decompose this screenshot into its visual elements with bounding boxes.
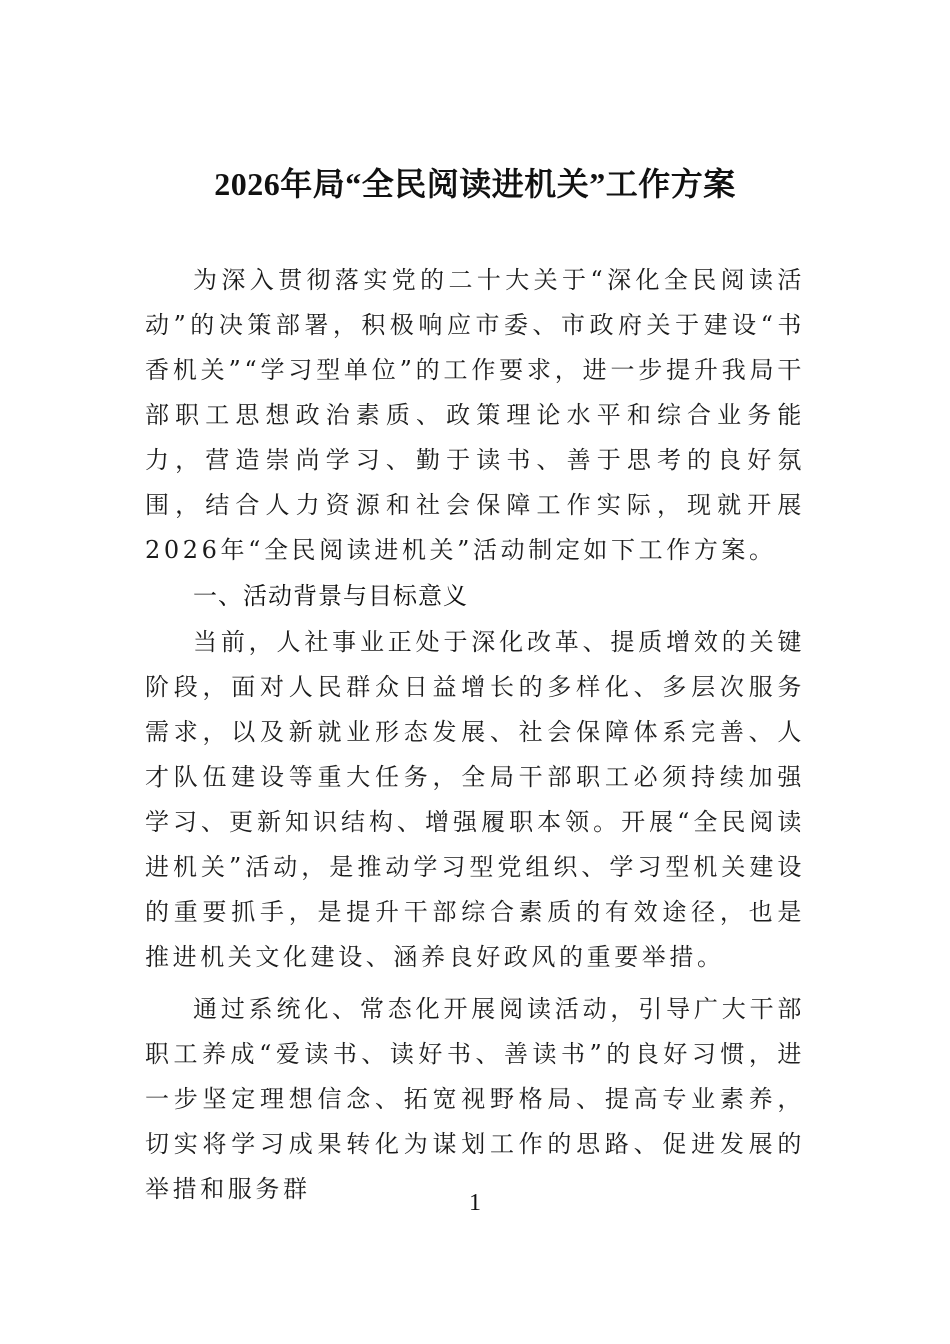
- intro-paragraph: 为深入贯彻落实党的二十大关于“深化全民阅读活动”的决策部署，积极响应市委、市政府关于建设“书香机关”“学习型单位”的工作要求，进一步提升我局干部职工思想政治素质、政策理论水平和综合业务能力，营造崇尚学习、勤于读书、善于思考的良好氛围，结合人力资源和社会保障工作实际，现就开展2026年“全民阅读进机关”活动制定如下工作方案。: [145, 266, 805, 564]
- document-title: 2026年局“全民阅读进机关”工作方案: [214, 166, 736, 202]
- section-heading: 一、活动背景与目标意义: [193, 582, 468, 610]
- document-body: [145, 258, 805, 1212]
- body-paragraph: 通过系统化、常态化开展阅读活动，引导广大干部职工养成“爱读书、读好书、善读书”的良好习惯，进一步坚定理想信念、拓宽视野格局、提高专业素养，切实将学习成果转化为谋划工作的思路、促进发展的举措和服务群: [145, 995, 805, 1203]
- page-number: 1: [469, 1190, 481, 1216]
- body-paragraph: 当前，人社事业正处于深化改革、提质增效的关键阶段，面对人民群众日益增长的多样化、多层次服务需求，以及新就业形态发展、社会保障体系完善、人才队伍建设等重大任务，全局干部职工必须持续加强学习、更新知识结构、增强履职本领。开展“全民阅读进机关”活动，是推动学习型党组织、学习型机关建设的重要抓手，是提升干部综合素质的有效途径，也是推进机关文化建设、涵养良好政风的重要举措。: [145, 628, 805, 971]
